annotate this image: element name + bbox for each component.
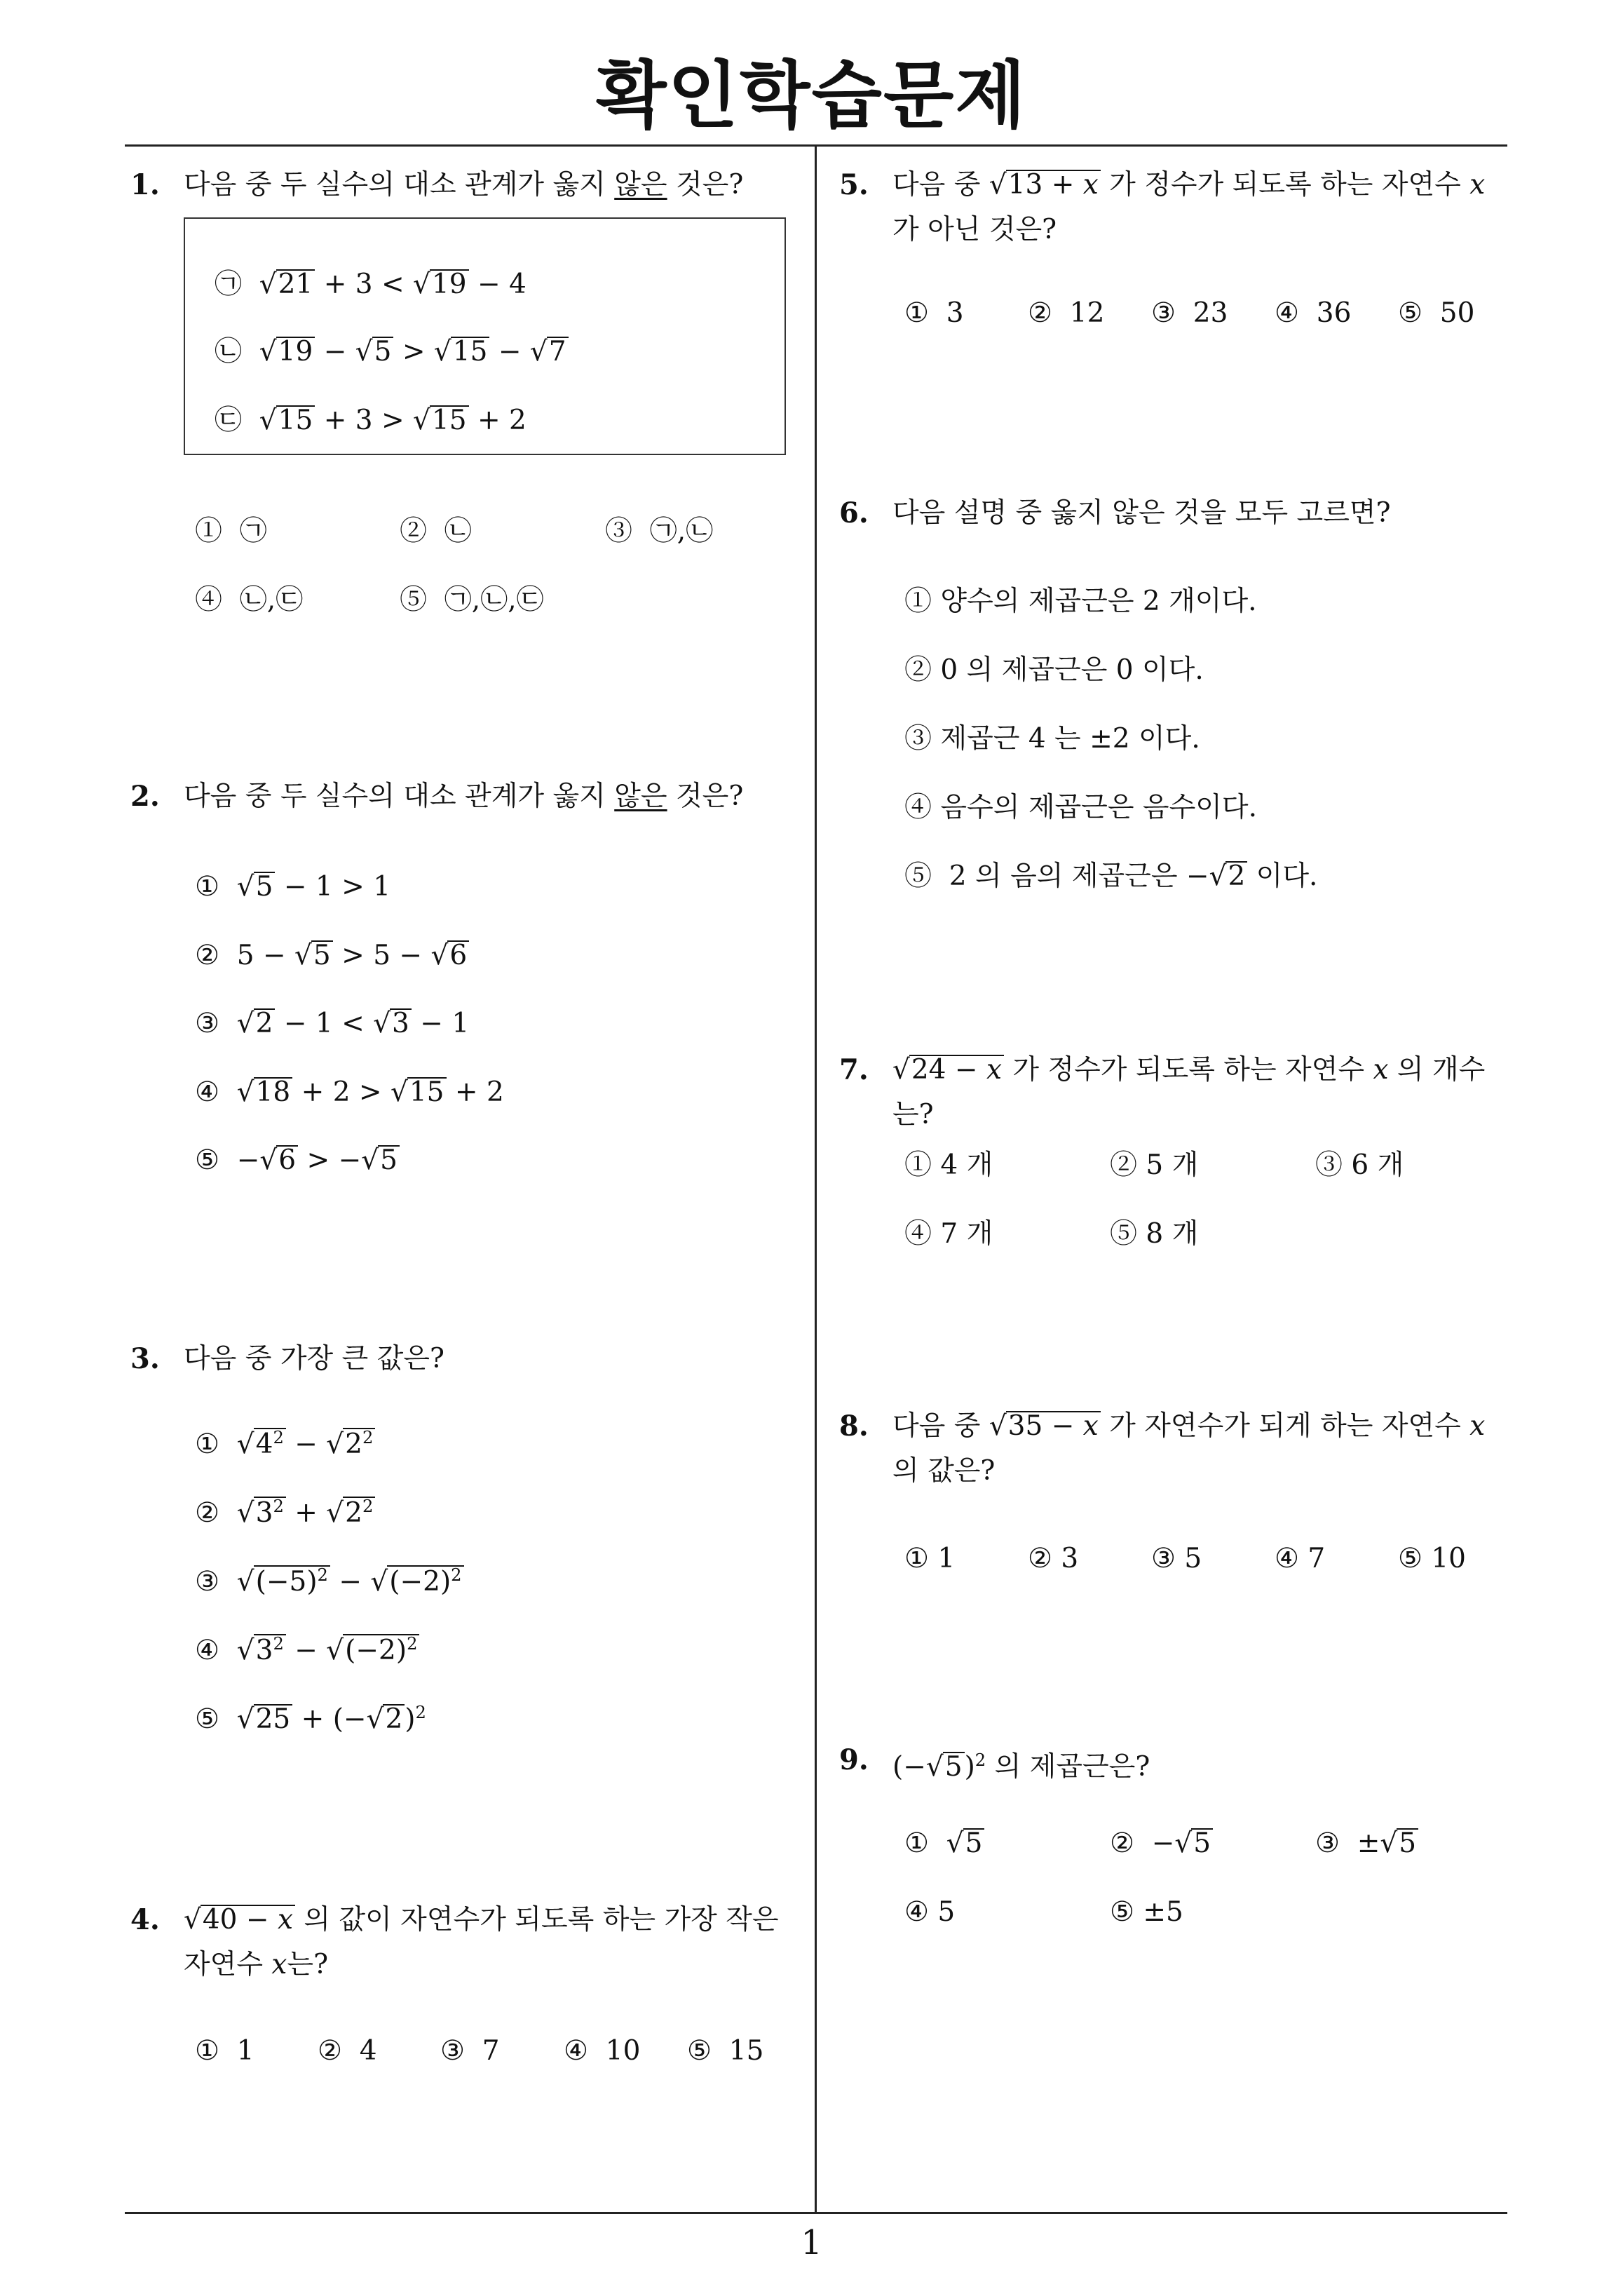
choice-3[interactable]: ③ 6 개 (1315, 1149, 1404, 1181)
choice-5[interactable]: ⑤ 10 (1398, 1543, 1466, 1574)
page-title: 확인학습문제 (596, 53, 1027, 138)
choice-2[interactable]: ② 3 (1028, 1543, 1079, 1574)
choice-3[interactable]: ③ 5 (1151, 1543, 1202, 1574)
question-text: 다음 중 √13 + x 가 정수가 되도록 하는 자연수 x 가 아닌 것은? (892, 169, 1486, 245)
choice-2[interactable]: ② 4 (318, 2035, 377, 2067)
choice-5[interactable]: ⑤ −√6 > −√5 (195, 1144, 400, 1176)
bottom-rule (125, 2212, 1507, 2214)
page-number: 1 (801, 2223, 822, 2262)
choice-2[interactable]: ② 5 − √5 > 5 − √6 (195, 940, 469, 971)
question-6 (839, 491, 1512, 536)
question-number: 5. (839, 168, 869, 201)
choice-3[interactable]: ③ 제곱근 4 는 ±2 이다. (904, 723, 1200, 755)
choice-1[interactable]: ① 4 개 (904, 1149, 993, 1181)
question-3 (130, 1337, 803, 1382)
choice-2[interactable]: ② 5 개 (1110, 1149, 1199, 1181)
choice-4[interactable]: ④ 10 (564, 2035, 641, 2067)
underlined-word: 않은 (614, 781, 667, 812)
choice-3[interactable]: ③ ㉠,㉡ (605, 515, 714, 547)
question-number: 6. (839, 497, 869, 529)
choice-1[interactable]: ① 1 (195, 2035, 254, 2067)
question-1 (130, 163, 803, 208)
question-number: 2. (130, 780, 160, 813)
choice-4[interactable]: ④ 5 (904, 1896, 956, 1928)
statement-c: ㉢ √15 + 3 > √15 + 2 (215, 405, 527, 436)
column-divider (815, 144, 817, 2214)
question-2 (130, 774, 803, 819)
statement-a: ㉠ √21 + 3 < √19 − 4 (215, 269, 527, 300)
choice-2[interactable]: ② 0 의 제곱근은 0 이다. (904, 654, 1204, 686)
question-9 (839, 1738, 1512, 1790)
question-4 (130, 1898, 803, 1987)
choice-5[interactable]: ⑤ ±5 (1110, 1896, 1183, 1928)
question-number: 4. (130, 1903, 160, 1936)
choice-5[interactable]: ⑤ ㉠,㉡,㉢ (400, 584, 544, 616)
statement-b: ㉡ √19 − √5 > √15 − √7 (215, 330, 569, 369)
question-text: √40 − x 의 값이 자연수가 되도록 하는 가장 작은 자연수 x는? (184, 1904, 779, 1980)
question-text: 다음 중 가장 큰 값은? (184, 1343, 444, 1375)
question-7 (839, 1048, 1512, 1137)
choice-4[interactable]: ④ $√3^2 - √(-2)^2$ (195, 1634, 419, 1666)
choice-4[interactable]: ④ 7 개 (904, 1218, 993, 1250)
question-text: 다음 중 √35 − x 가 자연수가 되게 하는 자연수 x 의 값은? (892, 1410, 1486, 1487)
choice-3[interactable]: ③ $√(-5)^2 - √(-2)^2$ (195, 1565, 464, 1598)
choice-4[interactable]: ④ ㉡,㉢ (195, 584, 304, 616)
question-text: $(-√5)^2$ 의 제곱근은? (892, 1750, 1150, 1783)
choice-1[interactable]: ① 1 (904, 1543, 956, 1574)
question-text: 다음 중 두 실수의 대소 관계가 옳지 (184, 169, 615, 201)
choice-5[interactable]: ⑤ 15 (687, 2035, 764, 2067)
choice-5[interactable]: ⑤ 2 의 음의 제곱근은 −√2 이다. (904, 860, 1318, 892)
choice-1[interactable]: ① √5 − 1 > 1 (195, 871, 391, 903)
question-number: 7. (839, 1053, 869, 1086)
choice-3[interactable]: ③ √2 − 1 < √3 − 1 (195, 1008, 470, 1039)
choice-2[interactable]: ② $√3^2 + √2^2$ (195, 1497, 375, 1529)
choice-2[interactable]: ② −√5 (1110, 1828, 1213, 1859)
underlined-word: 않은 (614, 169, 667, 201)
choice-4[interactable]: ④ 7 (1275, 1543, 1326, 1574)
choice-1[interactable]: ① 3 (904, 297, 964, 329)
question-number: 8. (839, 1410, 869, 1443)
question-text-end: 것은? (667, 169, 744, 201)
choice-4[interactable]: ④ 36 (1275, 297, 1352, 329)
question-number: 1. (130, 168, 160, 201)
statement-box (184, 217, 786, 455)
choice-4[interactable]: ④ 음수의 제곱근은 음수이다. (904, 792, 1258, 823)
choice-3[interactable]: ③ 23 (1151, 297, 1228, 329)
choice-2[interactable]: ② ㉡ (400, 515, 472, 547)
question-text-end: 것은? (667, 781, 744, 812)
question-text: √24 − x 가 정수가 되도록 하는 자연수 x 의 개수는? (892, 1054, 1486, 1130)
choice-5[interactable]: ⑤ 8 개 (1110, 1218, 1199, 1250)
choice-5[interactable]: ⑤ $√25 + (-√2)^2$ (195, 1703, 426, 1735)
choice-1[interactable]: ① 양수의 제곱근은 2 개이다. (904, 586, 1257, 617)
choice-4[interactable]: ④ √18 + 2 > √15 + 2 (195, 1076, 504, 1108)
question-text: 다음 중 두 실수의 대소 관계가 옳지 (184, 781, 615, 812)
choice-5[interactable]: ⑤ 50 (1398, 297, 1475, 329)
choice-3[interactable]: ③ 7 (440, 2035, 500, 2067)
choice-1[interactable]: ① $√4^2 - √2^2$ (195, 1428, 375, 1460)
choice-2[interactable]: ② 12 (1028, 297, 1105, 329)
choice-1[interactable]: ① √5 (904, 1828, 984, 1859)
choice-3[interactable]: ③ ±√5 (1315, 1828, 1418, 1859)
choice-1[interactable]: ① ㉠ (195, 515, 267, 547)
question-5 (839, 163, 1512, 252)
question-8 (839, 1404, 1512, 1494)
question-number: 9. (839, 1743, 869, 1776)
question-text: 다음 설명 중 옳지 않은 것을 모두 고르면? (892, 497, 1391, 529)
question-number: 3. (130, 1342, 160, 1375)
